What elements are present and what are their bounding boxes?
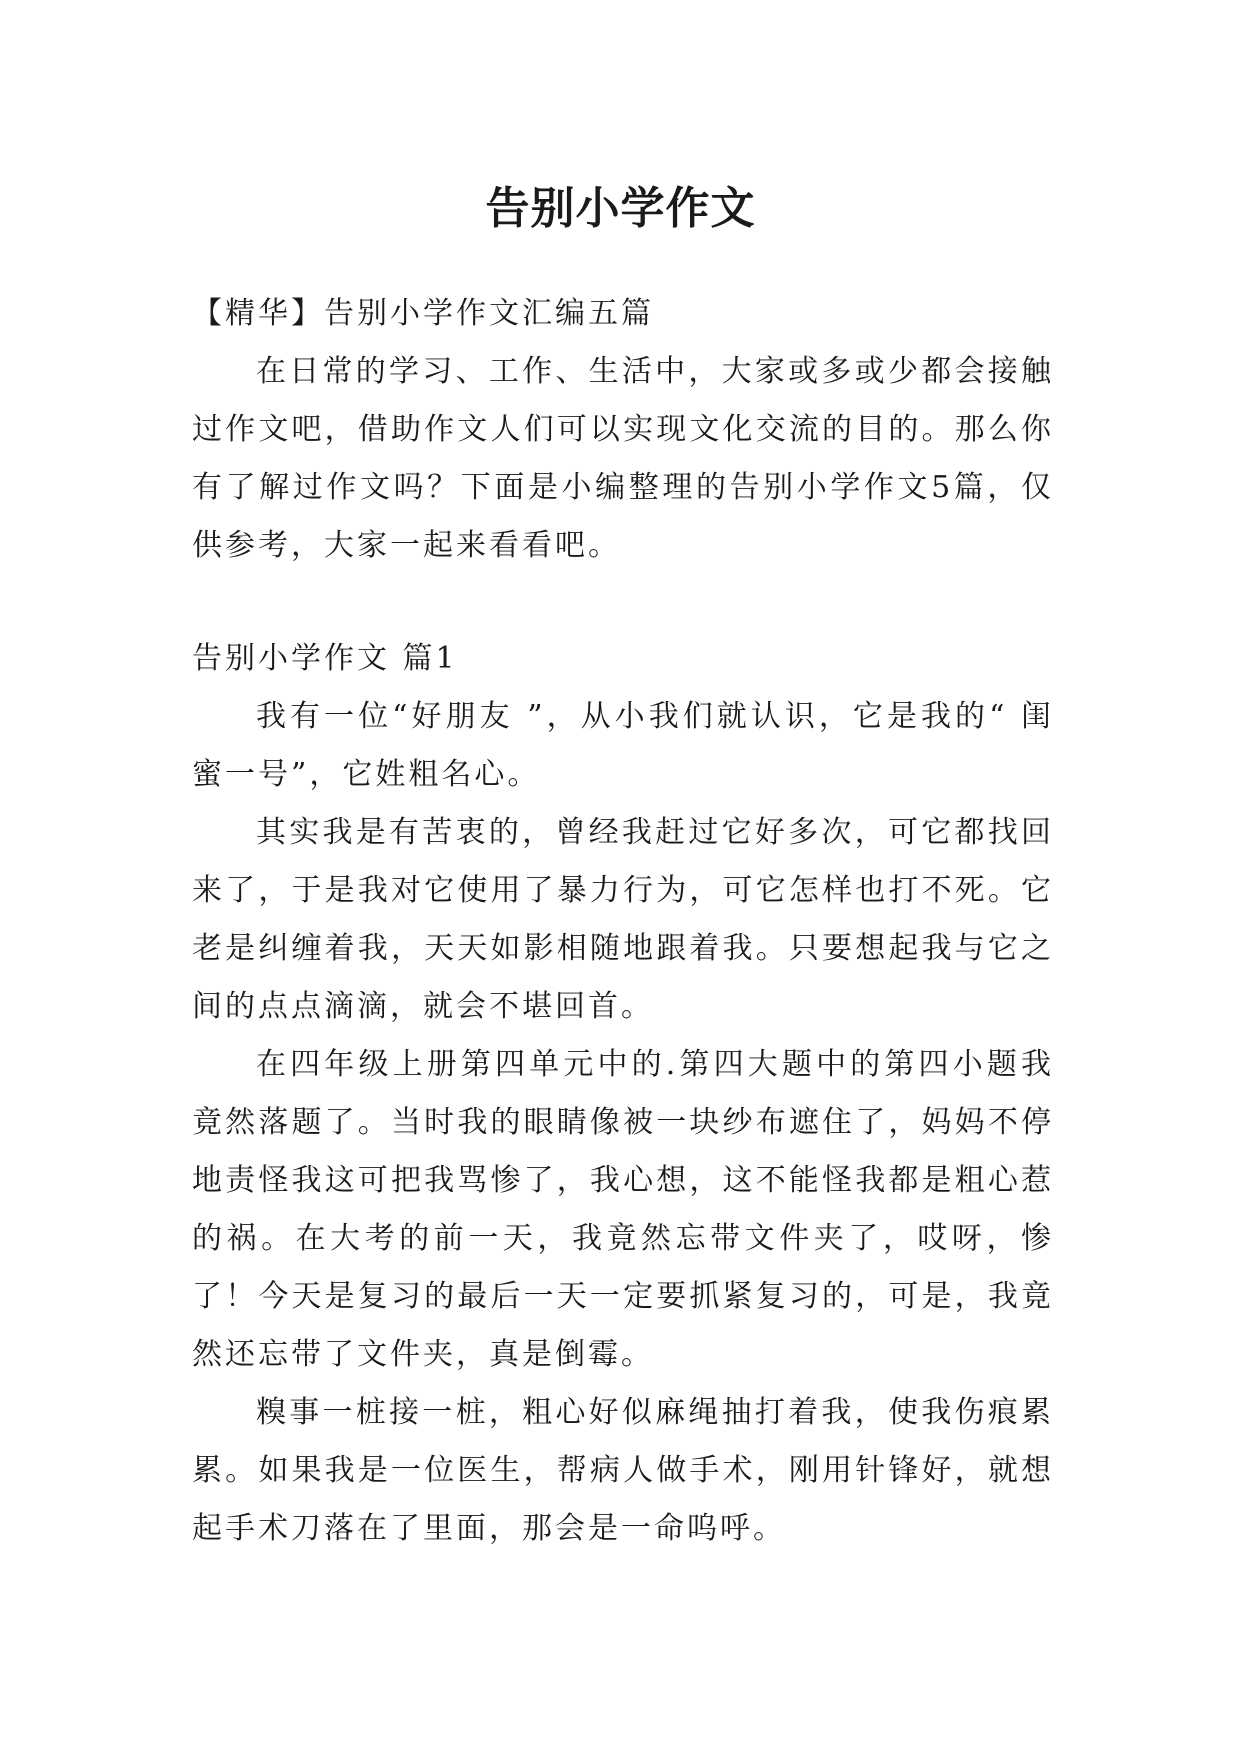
body-paragraph: 其实我是有苦衷的，曾经我赶过它好多次，可它都找回来了，于是我对它使用了暴力行为，可它怎样也打不死。它老是纠缠着我，天天如影相随地跟着我。只要想起我与它之间的点点滴滴，就会不堪回首。 bbox=[192, 815, 1054, 1024]
body-paragraph: 在四年级上册第四单元中的.第四大题中的第四小题我竟然落题了。当时我的眼睛像被一块纱布遮住了，妈妈不停地责怪我这可把我骂惨了，我心想，这不能怪我都是粗心惹的祸。在大考的前一天，我竟然忘带文件夹了，哎呀，惨了！今天是复习的最后一天一定要抓紧复习的，可是，我竟然还忘带了文件夹，真是倒霉。 bbox=[192, 1047, 1054, 1372]
document-title: 告别小学作文 bbox=[485, 183, 756, 235]
document-subtitle: 【精华】告别小学作文汇编五篇 bbox=[192, 296, 654, 331]
body-paragraph: 我有一位“好朋友 ”，从小我们就认识，它是我的“ 闺蜜一号”，它姓粗名心。 bbox=[192, 699, 1054, 792]
intro-paragraph: 在日常的学习、工作、生活中，大家或多或少都会接触过作文吧，借助作文人们可以实现文化交流的目的。那么你有了解过作文吗？下面是小编整理的告别小学作文5篇，仅供参考，大家一起来看看吧。 bbox=[192, 354, 1054, 563]
body-paragraph: 糗事一桩接一桩，粗心好似麻绳抽打着我，使我伤痕累累。如果我是一位医生，帮病人做手术，刚用针锋好，就想起手术刀落在了里面，那会是一命呜呼。 bbox=[192, 1395, 1054, 1546]
document-body bbox=[192, 285, 1054, 1558]
section-heading: 告别小学作文 篇1 bbox=[192, 641, 458, 676]
